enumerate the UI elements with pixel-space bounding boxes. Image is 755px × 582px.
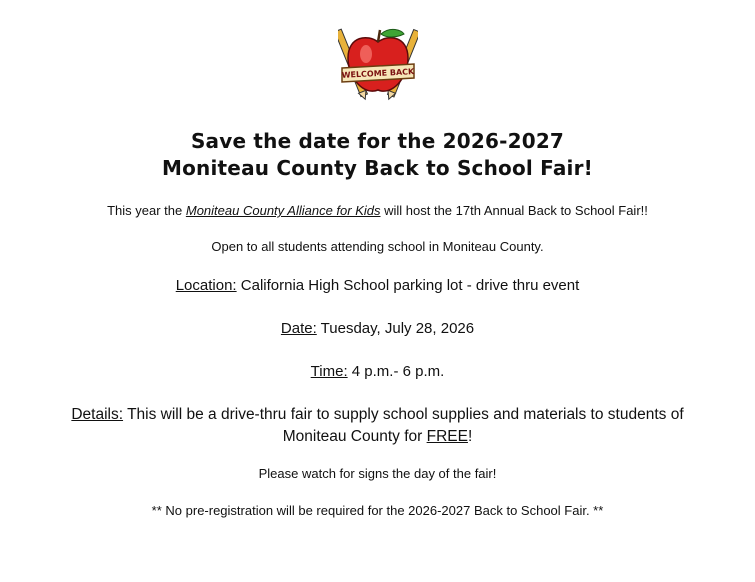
welcome-back-apple-logo: [338, 24, 418, 102]
date-value: Tuesday, July 28, 2026: [316, 320, 475, 337]
time-label: Time:: [310, 363, 348, 380]
welcome-back-banner: [341, 64, 415, 82]
banner-text: WELCOME BACK: [341, 67, 415, 80]
watch-note: Please watch for signs the day of the fair!: [258, 466, 497, 481]
registration-note: ** No pre-registration will be required for the 2026-2027 Back to School Fair. **: [151, 503, 604, 518]
details-label: Details:: [71, 406, 124, 423]
date-line: [0, 320, 755, 337]
free-text: FREE: [426, 428, 468, 445]
time-line: [0, 363, 755, 380]
location-label: Location:: [175, 277, 237, 294]
open-to-text: Open to all students attending school in Moniteau County.: [211, 239, 544, 254]
org-link[interactable]: Moniteau County Alliance for Kids: [185, 203, 381, 218]
details-paragraph: [0, 404, 755, 448]
location-value: California High School parking lot - drive thru event: [236, 277, 580, 294]
location-line: [0, 277, 755, 294]
details-line-2-end: !: [467, 428, 473, 445]
date-label: Date:: [280, 320, 317, 337]
page-title: [0, 128, 755, 182]
title-line-2: Moniteau County Back to School Fair!: [162, 156, 593, 180]
title-line-1: Save the date for the 2026-2027: [190, 129, 565, 153]
intro-text: [0, 203, 755, 218]
details-line-1: This will be a drive-thru fair to supply school supplies and materials to students of: [123, 406, 684, 423]
intro-text-after: will host the 17th Annual Back to School Fair!!: [380, 203, 648, 218]
time-value: 4 p.m.- 6 p.m.: [347, 363, 445, 380]
intro-text-before: This year the: [107, 203, 186, 218]
details-line-2: Moniteau County for: [282, 428, 427, 445]
